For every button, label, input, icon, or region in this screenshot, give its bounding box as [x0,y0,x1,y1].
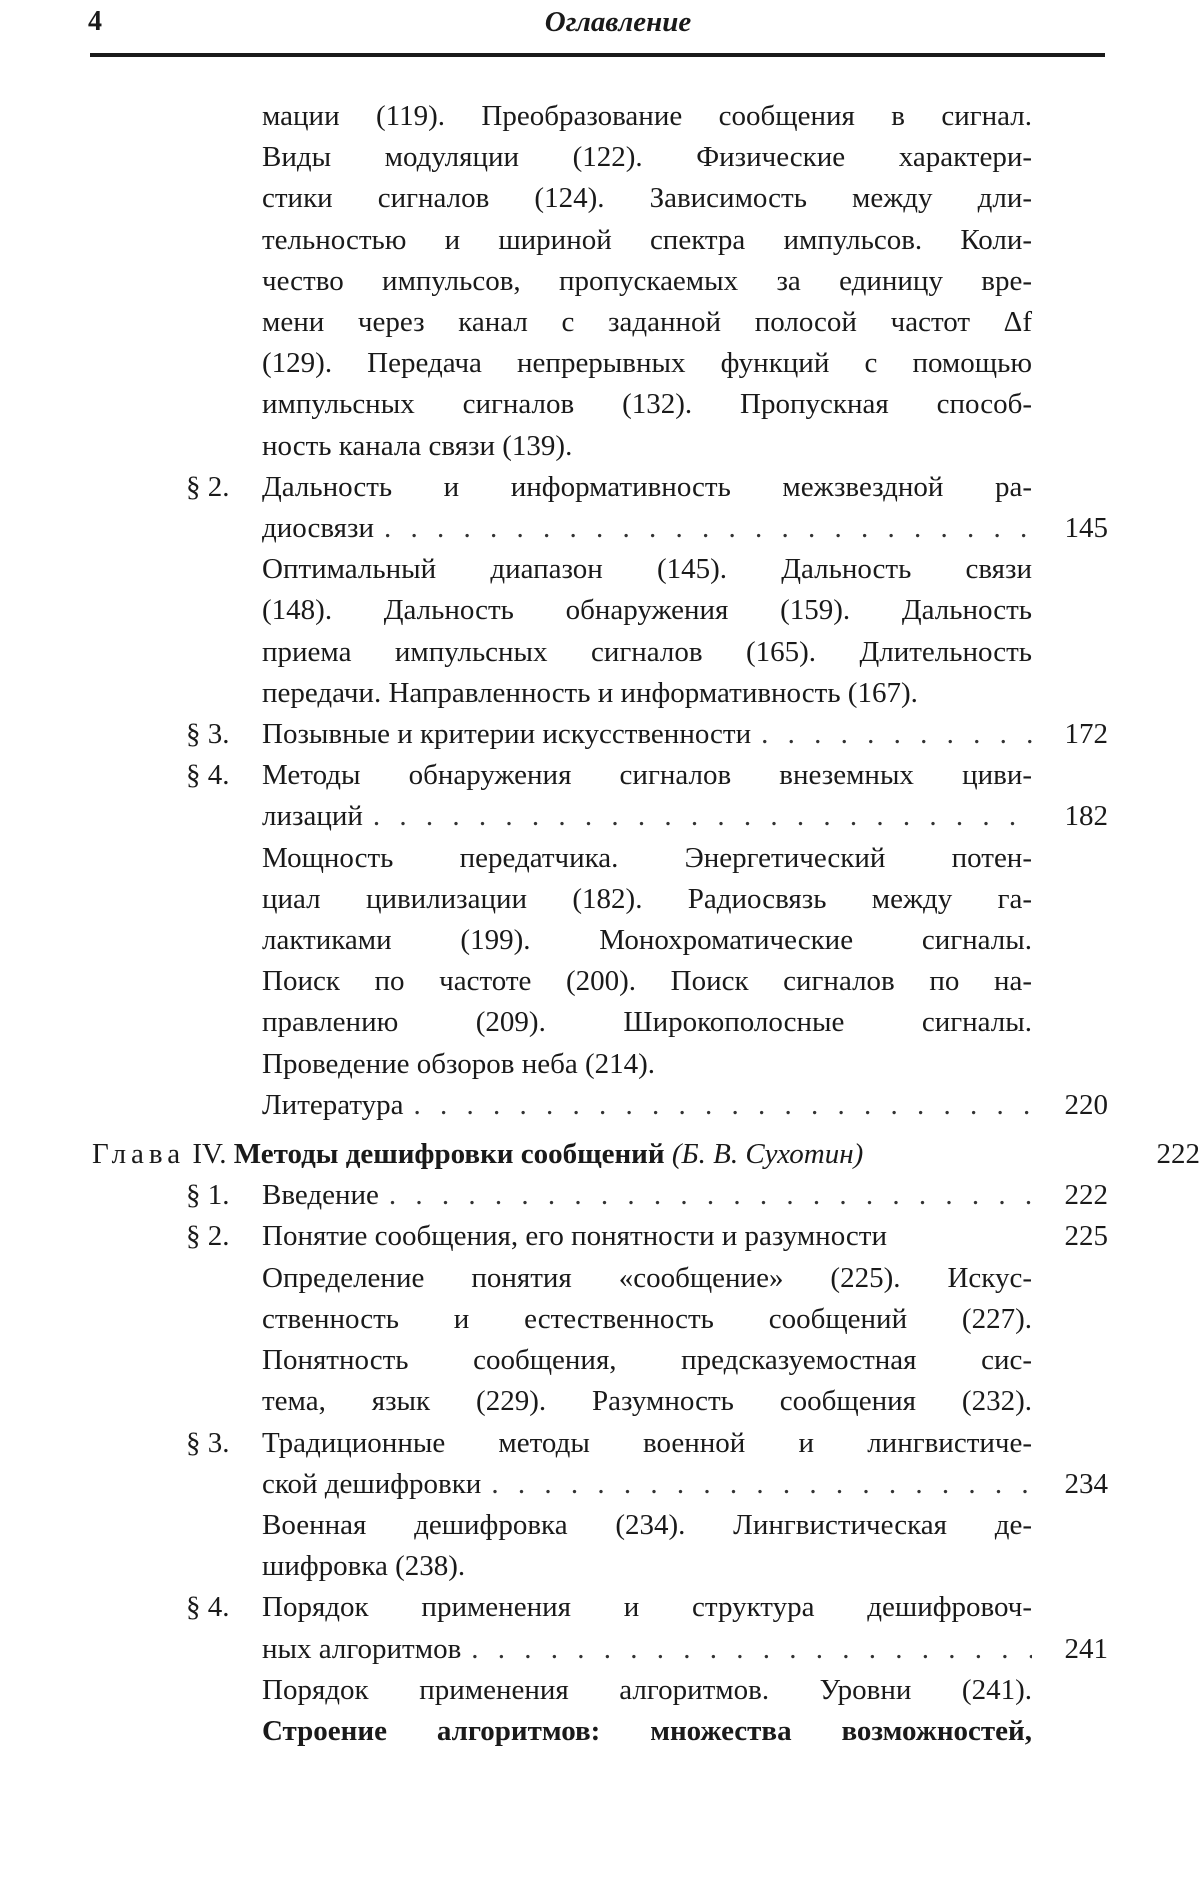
toc-entry-c1[interactable] [0,1175,1200,1216]
desc-line: Оптимальный диапазон (145). Дальность связи [262,553,1032,586]
toc-entry-s4[interactable] [0,755,1200,837]
entry-description [0,1505,1200,1587]
entry-title-end: диосвязи [262,512,374,545]
leader-dots [389,1175,1032,1216]
desc-line: стики сигналов (124). Зависимость между дли- [262,182,1032,215]
entry-description [0,549,1200,714]
desc-line: тельностью и шириной спектра импульсов. Коли- [262,223,1032,256]
desc-line: приема импульсных сигналов (165). Длительность [262,635,1032,668]
entry-title-end: ных алгоритмов [262,1632,462,1665]
section-number: § 2. [186,470,230,503]
desc-line: (148). Дальность обнаружения (159). Дальность [262,594,1032,627]
page-ref: 225 [1064,1220,1108,1253]
leader-dots [491,1464,1032,1505]
page-ref: 172 [1064,718,1108,751]
entry-title-end: Литература [262,1088,404,1121]
section-number: § 3. [186,1426,230,1459]
entry-description [0,1258,1200,1423]
toc-entry-s3[interactable] [0,714,1200,755]
section-number: § 1. [186,1179,230,1212]
running-title: Оглавление [544,6,692,38]
desc-line: Виды модуляции (122). Физические характери- [262,141,1032,174]
chapter-label: Глава [92,1138,186,1171]
desc-line: передачи. Направленность и информативность (167). [262,676,918,709]
page-ref: 234 [1064,1467,1108,1500]
table-of-contents [0,96,1200,1752]
desc-line: (129). Передача непрерывных функций с помощью [262,347,1032,380]
desc-line: Определение понятия «сообщение» (225). Искус- [262,1261,1032,1294]
entry-description [0,1670,1200,1752]
entry-title-line: Порядок применения и структура дешифровоч- [262,1591,1032,1624]
toc-entry-c4[interactable] [0,1587,1200,1669]
section-number: § 2. [186,1220,230,1253]
page-ref: 241 [1064,1632,1108,1665]
chapter-numeral: IV. [192,1138,227,1171]
desc-line: Поиск по частоте (200). Поиск сигналов по на- [262,965,1032,998]
header-rule [90,53,1105,57]
desc-line: правлению (209). Широкополосные сигналы. [262,1006,1032,1039]
leader-dots [384,508,1032,549]
chapter-author: (Б. В. Сухотин) [671,1138,864,1171]
page-ref: 145 [1064,512,1108,545]
entry-title-line: Дальность и информативность межзвездной ра- [262,470,1032,503]
toc-entry-s2[interactable] [0,467,1200,549]
page-ref: 222 [1156,1138,1200,1171]
page-header [0,0,1200,70]
desc-line: Порядок применения алгоритмов. Уровни (241). [262,1673,1032,1706]
section-number: § 4. [186,759,230,792]
entry-title-line: Традиционные методы военной и лингвистиче- [262,1426,1032,1459]
entry-title-end: ской дешифровки [262,1467,482,1500]
entry-title-end: Позывные и критерии искусственности [262,718,752,751]
desc-line: Строение алгоритмов: множества возможностей, [262,1714,1032,1747]
leader-dots [414,1085,1032,1126]
desc-line: ность канала связи (139). [262,429,573,462]
desc-line: тема, язык (229). Разумность сообщения (232). [262,1385,1032,1418]
toc-chapter-4[interactable] [0,1134,1200,1175]
desc-line: мени через канал с заданной полосой частот Δf [262,306,1032,339]
desc-line: Мощность передатчика. Энергетический потен- [262,841,1032,874]
continuation-description [0,96,1200,467]
page-ref: 222 [1064,1179,1108,1212]
entry-title-end: Введение [262,1179,379,1212]
desc-line: Понятность сообщения, предсказуемостная сис- [262,1344,1032,1377]
desc-line: чество импульсов, пропускаемых за единицу вре- [262,264,1032,297]
desc-line: Проведение обзоров неба (214). [262,1047,656,1080]
toc-entry-c3[interactable] [0,1423,1200,1505]
entry-title-line: Методы обнаружения сигналов внеземных циви- [262,759,1032,792]
page-ref: 182 [1064,800,1108,833]
desc-line: шифровка (238). [262,1550,466,1583]
leader-dots [373,796,1032,837]
desc-line: Военная дешифровка (234). Лингвистическая де- [262,1508,1032,1541]
desc-line: ственность и естественность сообщений (227). [262,1302,1032,1335]
entry-title-end: Понятие сообщения, его понятности и разумности [262,1220,887,1253]
leader-dots [471,1629,1032,1670]
page-ref: 220 [1064,1088,1108,1121]
leader-dots [761,714,1032,755]
section-number: § 4. [186,1591,230,1624]
toc-entry-literature[interactable] [0,1085,1200,1126]
page-number: 4 [88,6,102,37]
desc-line: лактиками (199). Монохроматические сигналы. [262,924,1032,957]
section-number: § 3. [186,718,230,751]
desc-line: мации (119). Преобразование сообщения в сигнал. [262,100,1032,132]
desc-line: циал цивилизации (182). Радиосвязь между га- [262,882,1032,915]
entry-description [0,838,1200,1085]
chapter-title: Методы дешифровки сообщений [233,1138,665,1171]
entry-title-end: лизаций [262,800,363,833]
desc-line: импульсных сигналов (132). Пропускная способ- [262,388,1032,421]
toc-entry-c2[interactable] [0,1216,1200,1257]
